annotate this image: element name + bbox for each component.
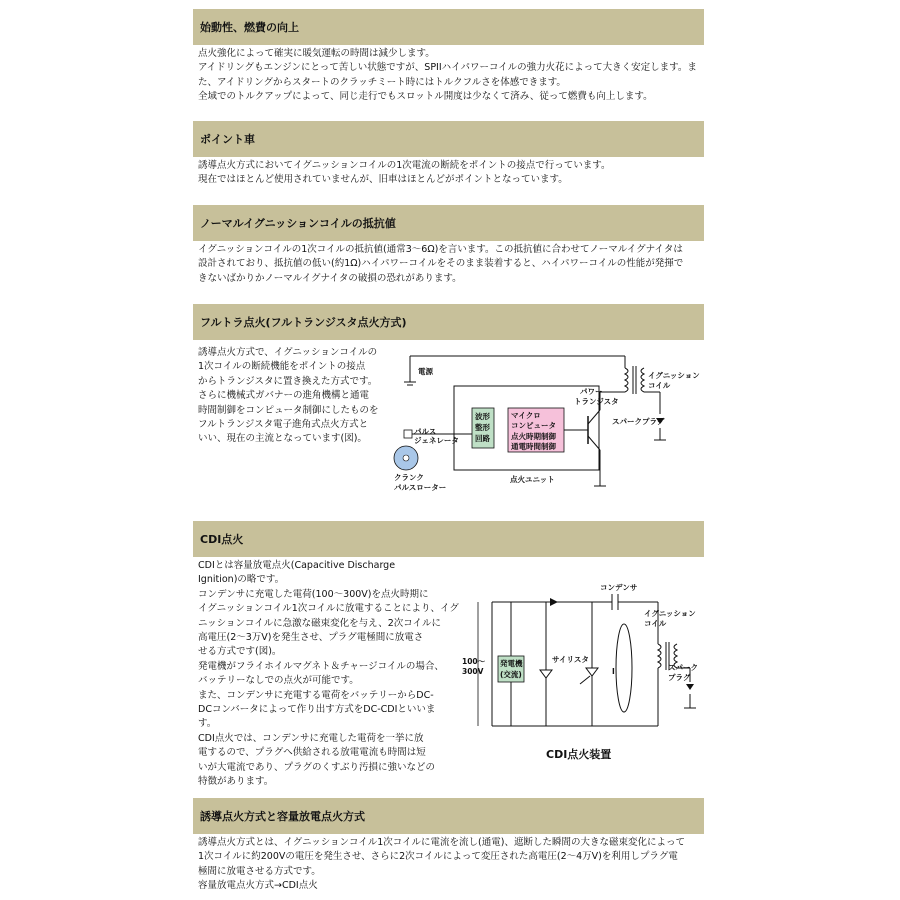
svg-text:イグニッション: イグニッション bbox=[648, 371, 700, 380]
svg-text:整形: 整形 bbox=[475, 423, 490, 432]
section-body: 点火強化によって確実に暖気運転の時間は減少します。 アイドリングもエンジンにとって苦しい状態ですが、SPIIハイパワーコイルの強力火花によって大きく安定します。ま た、アイドリングからスタートのクラッチミート時にはトルクフルさを体感できます。 全域でのトルクアップによって、同じ走行でもスロットル開度は少なくて済み、従って燃費も向上します。 bbox=[198, 48, 697, 103]
section-heading: ノーマルイグニッションコイルの抵抗値 bbox=[193, 205, 704, 241]
svg-text:100～: 100～ bbox=[462, 657, 486, 666]
svg-text:クランク: クランク bbox=[394, 473, 424, 482]
svg-text:スパークプラグ: スパークプラグ bbox=[612, 417, 665, 426]
svg-text:コンピュータ: コンピュータ bbox=[511, 421, 556, 430]
cdi-ignition-diagram bbox=[462, 578, 707, 768]
svg-text:波形: 波形 bbox=[475, 412, 490, 421]
svg-text:点火時期制御: 点火時期制御 bbox=[511, 432, 556, 441]
svg-text:スパーク: スパーク bbox=[668, 663, 698, 672]
svg-text:I: I bbox=[612, 667, 615, 676]
svg-text:300V: 300V bbox=[462, 667, 484, 676]
full-transistor-ignition-diagram bbox=[390, 346, 705, 496]
section-body: 誘導点火方式においてイグニッションコイルの1次電流の断続をポイントの接点で行っています。 現在ではほとんど使用されていませんが、旧車はほとんどがポイントとなっています。 bbox=[198, 160, 611, 186]
svg-text:コイル: コイル bbox=[648, 381, 671, 390]
section-heading: 始動性、燃費の向上 bbox=[193, 9, 704, 45]
svg-text:トランジスタ: トランジスタ bbox=[574, 397, 619, 406]
svg-text:ジェネレータ: ジェネレータ bbox=[414, 436, 459, 445]
svg-text:通電時間制御: 通電時間制御 bbox=[511, 442, 556, 451]
svg-text:回路: 回路 bbox=[475, 434, 490, 443]
svg-text:点火ユニット: 点火ユニット bbox=[510, 475, 555, 484]
section-body: 誘導点火方式で、イグニッションコイルの 1次コイルの断続機能をポイントの接点 からトランジスタに置き換えた方式です。 さらに機械式ガバナーの進角機構と通電 時間制御をコンピュータ制御にしたものを フルトランジスタ電子進角式点火方式と いい、現在の主流となっています(図)。 bbox=[198, 347, 379, 445]
section-body: 誘導点火方式とは、イグニッションコイル1次コイルに電流を流し(通電)、遮断した瞬間の大きな磁束変化によって 1次コイルに約200Vの電圧を発生させ、さらに2次コイルによって変圧された高電圧(2～4万V)を利用しプラグ電 極間に放電させる方式です。 容量放電点火方式→CDI点火 bbox=[198, 837, 685, 892]
section-heading: 誘導点火方式と容量放電点火方式 bbox=[193, 798, 704, 834]
svg-text:CDI点火装置: CDI点火装置 bbox=[546, 748, 612, 761]
svg-text:プラグ: プラグ bbox=[668, 673, 691, 682]
section-body: CDIとは容量放電点火(Capacitive Discharge Ignition)の略です。 コンデンサに充電した電荷(100～300V)を点火時期に イグニッションコイル1次コイルに放電することにより、イグ ニッションコイルに急激な磁束変化を与え、2次コイルに 高電圧(2～3万V)を発生させ、プラグ電極間に放電さ せる方式です(図)。 発電機がフライホイルマグネト＆チャージコイルの場合、 バッテリーなしでの点火が可能です。 また、コンデンサに充電する電荷をバッテリーからDC- DCコンバータによって作り出す方式をDC-CDIといいま す。 CDI点火では、コンデンサに充電した電荷を一挙に放 電するので、プラグへ供給される放電電流も時間は短 いが大電流であり、プラグのくすぶり汚損に強いなどの 特徴があります。 bbox=[198, 560, 459, 788]
section-heading: CDI点火 bbox=[193, 521, 704, 557]
svg-text:サイリスタ: サイリスタ bbox=[552, 655, 589, 664]
svg-text:発電機: 発電機 bbox=[500, 659, 523, 668]
svg-text:パルスローター: パルスローター bbox=[394, 483, 447, 492]
svg-text:コイル: コイル bbox=[644, 619, 667, 628]
svg-text:マイクロ: マイクロ bbox=[511, 411, 541, 420]
svg-text:パワー: パワー bbox=[580, 387, 603, 396]
section-body: イグニッションコイルの1次コイルの抵抗値(通常3～6Ω)を言います。この抵抗値に合わせてノーマルイグナイタは 設計されており、抵抗値の低い(約1Ω)ハイパワーコイルをそのまま装着すると、ハイパワーコイルの性能が発揮で きないばかりかノーマルイグナイタの破損の恐れがあります。 bbox=[198, 244, 684, 284]
section-heading: フルトラ点火(フルトランジスタ点火方式) bbox=[193, 304, 704, 340]
power-label: 電源 bbox=[418, 367, 433, 376]
svg-text:コンデンサ: コンデンサ bbox=[600, 583, 638, 592]
svg-text:イグニッション: イグニッション bbox=[644, 609, 696, 618]
svg-text:パルス: パルス bbox=[414, 427, 437, 436]
section-heading: ポイント車 bbox=[193, 121, 704, 157]
svg-text:(交流): (交流) bbox=[500, 670, 522, 679]
